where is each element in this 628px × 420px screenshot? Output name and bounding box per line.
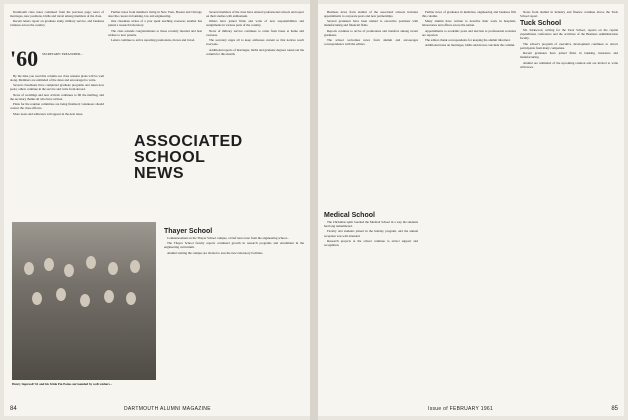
page-gutter	[310, 0, 318, 420]
class-secretary: SECRETARY: TREASURER...	[42, 52, 83, 56]
thayer-school-intro: Commencement on the Thayer School campus, a brief news note from the engineering school...	[167, 236, 290, 241]
thayer-school-section: Thayer School Commencement on the Thayer School campus, a brief news note from the engineering school... The Thayer School faculty reports continued growth in research programs and enrollment in the engineering curriculum. Alumni visiting the campus are invited to tour the new laboratory facilities.	[164, 228, 304, 255]
class-notes-top: Dartmouth class notes continued from the previous page; news of marriages, new positions, births and travel among members of the class. Recent letters report on graduate study, military service, and business ventures across the country.	[10, 10, 104, 28]
class-year-heading	[10, 46, 102, 71]
right-col1: Business news from alumni of the associated schools includes appointments to corporate posts and new partnerships. Several graduates have been named to executive positions with manufacturing and financial firms. Reports continue to arrive of promotions and transfers among recent graduates. The school welcomes news from alumni and encourages correspondence with the editors.	[324, 10, 418, 47]
section-title: ASSOCIATED SCHOOL NEWS	[134, 133, 243, 182]
tuck-school-heading: Tuck School	[520, 20, 562, 28]
medical-school-section: Medical School The Christmas spirit touched the Medical School in a way the students had long remembered. Faculty and students joined in the holiday program, and the annual reception was well attended. Research projects at the school continue to attract support and recognition.	[324, 212, 418, 247]
class-notes-col3: Several members of the class have entered professional schools and report on their studies with enthusiasm. Others have joined firms and write of new responsibilities and assignments in various parts of the country. News of military service continues to come from bases at home and overseas. The secretary urges all to keep addresses current so that notices reach everyone. Additional reports of marriages, births and graduate degrees round out the column for this month.	[206, 10, 304, 56]
class-notes-col2: Further notes from members living in New York, Boston and Chicago describe careers in banking, law and engineering. One classmate writes of a year spent teaching overseas; another has joined a research laboratory. The class extends congratulations to those recently married and best wishes to new parents. Letters continue to arrive reporting promotions, moves and travel.	[108, 10, 202, 43]
left-page	[4, 4, 310, 416]
wedding-photo	[12, 222, 156, 380]
page-number-right: 85	[611, 406, 618, 412]
footer-left: DARTMOUTH ALUMNI MAGAZINE	[124, 406, 211, 412]
medical-school-heading: Medical School	[324, 212, 375, 219]
footer-right: Issue of FEBRUARY 1961	[428, 406, 494, 412]
right-page	[318, 4, 624, 416]
right-col2: Further news of graduates in medicine, engineering and business fills this column. Many alumni have written to describe their work in hospitals, laboratories and offices across the nation. Appointments to academic posts and election to professional societies are reported. The editors thank correspondents for keeping the alumni informed. Additional notes on marriages, births and moves conclude the column.	[422, 10, 516, 48]
thayer-school-heading: Thayer School	[164, 228, 213, 235]
photo-caption: Henry Ingersoll '61 and his bride Pat Podos surrounded by well-wishers...	[12, 382, 113, 386]
page-number-left: 84	[10, 406, 17, 412]
class-year-label: '60	[10, 46, 39, 71]
tuck-school-section: Notes from alumni in industry and finance continue above the Tuck School report. Tuck School Mr. Kirkwood, writing for the Tuck School, reports on the capital expenditures conference and the activities of the Business Administration faculty. The school's program of executive development continues to attract participants from many companies. Recent graduates have joined firms in banking, insurance and manufacturing. Alumni are reminded of the upcoming reunion and are invited to write with news.	[520, 10, 618, 69]
class-notes-col1: By the time you read this column our class reunion plans will be well along. Members are reminded of the dates and encouraged to write. Several classmates have completed graduate programs and taken new posts; others continue in the service and write from abroad. News of weddings and new arrivals continues to fill the mailbag, and the secretary thanks all who have written. Plans for the reunion committee are being finalized; volunteers should contact the class officers. More notes and addresses will appear in the next issue.	[10, 74, 104, 116]
